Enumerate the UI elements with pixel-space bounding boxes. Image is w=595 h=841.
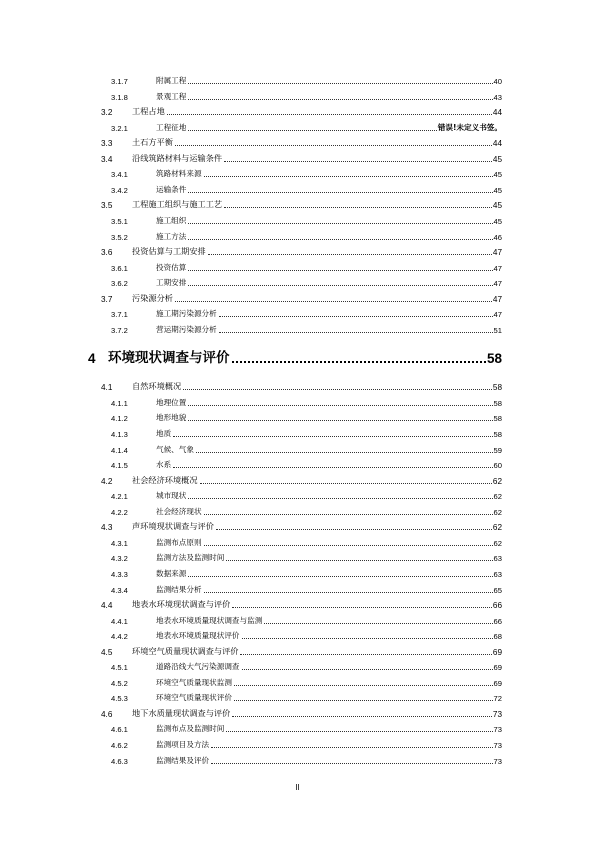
toc-entry-number: 4.3.4 <box>111 585 128 595</box>
dot-leader <box>173 435 492 437</box>
toc-entry-number: 4 <box>88 351 96 367</box>
toc-entry[interactable] <box>0 346 502 366</box>
toc-entry[interactable] <box>0 537 502 548</box>
toc-entry-title: 投资估算与工期安排 <box>132 246 206 257</box>
toc-entry-title: 工期安排 <box>156 278 187 288</box>
dot-leader <box>240 653 491 655</box>
toc-entry-number: 4.1.3 <box>111 430 128 439</box>
toc-entry-title: 地表水环境现状调查与评价 <box>132 599 231 610</box>
dot-leader <box>188 284 492 286</box>
toc-entry[interactable] <box>0 412 502 423</box>
toc-entry-number: 4.6.1 <box>111 725 128 735</box>
toc-entry-number: 4.4.1 <box>111 616 128 626</box>
toc-entry-page: 63 <box>493 554 502 564</box>
dot-leader <box>234 699 493 701</box>
toc-entry[interactable] <box>0 552 502 563</box>
toc-entry-number: 4.5 <box>101 647 113 657</box>
toc-entry-title: 监测项目及方法 <box>156 740 210 749</box>
toc-entry-page: 73 <box>492 709 502 719</box>
dot-leader <box>242 637 493 639</box>
toc-entry[interactable] <box>0 739 502 750</box>
toc-entry-title: 沿线筑路材料与运输条件 <box>132 152 223 163</box>
toc-entry-title: 监测结果及评价 <box>156 755 210 765</box>
toc-entry-number: 4.5.3 <box>111 694 128 704</box>
dot-leader <box>232 360 486 363</box>
dot-leader <box>188 222 492 224</box>
toc-entry-title: 环境空气质量现状评价 <box>156 693 232 703</box>
toc-entry[interactable] <box>0 153 502 164</box>
toc-entry-page: 40 <box>493 77 502 86</box>
toc-entry-title: 道路沿线大气污染源调查 <box>156 662 240 672</box>
dot-leader <box>188 575 492 577</box>
toc-entry-title: 施工期污染源分析 <box>156 309 217 319</box>
toc-entry[interactable] <box>0 262 502 273</box>
toc-entry-number: 4.1 <box>101 383 113 393</box>
toc-entry-number: 3.4.1 <box>111 170 128 180</box>
dot-leader <box>188 82 492 84</box>
toc-entry[interactable] <box>0 475 502 486</box>
toc-entry-title: 运输条件 <box>156 184 187 194</box>
dot-leader <box>242 668 493 670</box>
dot-leader <box>183 388 492 390</box>
dot-leader <box>188 238 492 240</box>
dot-leader <box>196 451 493 453</box>
toc-entry[interactable] <box>0 106 502 117</box>
toc-entry-title: 环境空气质量现状监测 <box>156 677 232 687</box>
dot-leader <box>173 466 492 468</box>
dot-leader <box>211 746 492 748</box>
toc-entry-page: 58 <box>492 383 502 393</box>
toc-entry-title: 社会经济现状 <box>156 506 202 516</box>
toc-entry-title: 工程征地 <box>156 122 187 132</box>
toc-entry[interactable] <box>0 459 502 470</box>
dot-leader <box>264 622 492 624</box>
dot-leader <box>188 191 492 193</box>
toc-entry-title: 社会经济环境概况 <box>132 474 198 485</box>
dot-leader <box>175 300 492 302</box>
toc-entry-number: 4.6 <box>101 709 113 719</box>
toc-entry-number: 4.2.2 <box>111 507 128 517</box>
dot-leader <box>188 497 492 499</box>
dot-leader <box>188 129 436 131</box>
dot-leader <box>219 331 493 333</box>
toc-entry-number: 3.6.1 <box>111 263 128 273</box>
toc-entry[interactable] <box>0 708 502 719</box>
toc-entry-number: 4.4.2 <box>111 632 128 642</box>
toc-entry-title: 自然环境概况 <box>132 381 182 392</box>
toc-entry[interactable] <box>0 324 502 335</box>
toc-entry[interactable] <box>0 490 502 501</box>
toc-entry-title: 景观工程 <box>156 91 187 101</box>
dot-leader <box>167 113 492 115</box>
toc-entry[interactable] <box>0 381 502 392</box>
dot-leader <box>188 404 492 406</box>
toc-entry-title: 气候、气象 <box>156 444 194 454</box>
toc-entry-title: 环境现状调查与评价 <box>108 350 230 367</box>
toc-entry-number: 4.1.5 <box>111 461 128 471</box>
toc-entry-page: 47 <box>493 263 502 273</box>
toc-entry-page: 66 <box>492 601 502 611</box>
toc-entry-number: 4.6.3 <box>111 756 128 766</box>
toc-entry-number: 3.1.7 <box>111 77 128 86</box>
toc-entry-page: 58 <box>493 414 502 424</box>
toc-entry-page: 51 <box>493 325 502 335</box>
toc-entry-number: 3.5 <box>101 201 113 211</box>
toc-entry[interactable] <box>0 615 502 626</box>
dot-leader <box>216 528 492 530</box>
toc-entry-number: 3.4 <box>101 154 113 164</box>
toc-entry-number: 4.4 <box>101 601 113 611</box>
toc-entry-number: 3.5.2 <box>111 232 128 242</box>
toc-entry-page: 47 <box>493 310 502 320</box>
toc-entry-number: 4.2 <box>101 476 113 486</box>
dot-leader <box>204 513 493 515</box>
toc-entry-number: 3.5.1 <box>111 216 128 226</box>
dot-leader <box>175 144 492 146</box>
toc-entry-page: 69 <box>493 678 502 688</box>
toc-entry-number: 3.3 <box>101 139 113 149</box>
toc-entry-page: 58 <box>486 351 502 367</box>
toc-entry[interactable] <box>0 661 502 672</box>
toc-entry[interactable] <box>0 199 502 210</box>
toc-entry-title: 水系 <box>156 460 172 470</box>
toc-entry-number: 3.4.2 <box>111 185 128 195</box>
dot-leader <box>204 591 493 593</box>
toc-entry-title: 监测方法及监测时间 <box>156 553 225 563</box>
toc-entry-title: 环境空气质量现状调查与评价 <box>132 645 239 656</box>
toc-entry[interactable] <box>0 231 502 242</box>
toc-entry-number: 3.2 <box>101 108 113 118</box>
dot-leader <box>226 559 492 561</box>
dot-leader <box>204 544 493 546</box>
toc-entry-page: 59 <box>493 445 502 455</box>
dot-leader <box>232 606 492 608</box>
toc-entry-title: 工程占地 <box>132 106 165 117</box>
toc-entry-page: 45 <box>493 216 502 226</box>
toc-entry-number: 4.1.1 <box>111 398 128 408</box>
toc-entry-number: 4.1.4 <box>111 445 128 455</box>
toc-entry-page: 69 <box>492 647 502 657</box>
toc-entry[interactable] <box>0 428 502 439</box>
toc-entry-title: 工程施工组织与施工工艺 <box>132 199 223 210</box>
toc-entry-page: 47 <box>493 279 502 289</box>
toc-entry[interactable] <box>0 184 502 195</box>
toc-entry-title: 施工方法 <box>156 231 187 241</box>
toc-entry-title: 地表水环境质量现状评价 <box>156 631 240 641</box>
toc-entry[interactable] <box>0 692 502 703</box>
toc-entry-page: 66 <box>493 616 502 626</box>
toc-entry[interactable] <box>0 584 502 595</box>
toc-entry-number: 3.1.8 <box>111 92 128 102</box>
toc-entry[interactable] <box>0 168 502 179</box>
toc-entry-number: 3.7 <box>101 294 113 304</box>
toc-entry-page: 73 <box>493 756 502 766</box>
toc-entry[interactable] <box>0 293 502 304</box>
dot-leader <box>224 206 492 208</box>
toc-entry-title: 地表水环境质量现状调查与监测 <box>156 615 263 625</box>
dot-leader <box>211 762 492 764</box>
toc-entry-page: 58 <box>493 430 502 439</box>
toc-entry[interactable] <box>0 444 502 455</box>
toc-entry-number: 4.5.2 <box>111 678 128 688</box>
toc-entry-number: 4.3.1 <box>111 538 128 548</box>
toc-entry-page: 73 <box>493 741 502 750</box>
toc-entry-title: 地理位置 <box>156 397 187 407</box>
toc-entry-number: 4.2.1 <box>111 492 128 502</box>
page-number: II <box>295 783 300 792</box>
toc-entry-number: 3.7.2 <box>111 325 128 335</box>
toc-entry-number: 4.1.2 <box>111 414 128 424</box>
toc-entry-page: 46 <box>493 232 502 242</box>
toc-entry[interactable] <box>0 308 502 319</box>
toc-entry-page: 44 <box>492 139 502 149</box>
dot-leader <box>232 715 492 717</box>
toc-entry[interactable] <box>0 755 502 766</box>
toc-entry-page: 47 <box>492 294 502 304</box>
dot-leader <box>219 315 493 317</box>
toc-entry-title: 污染源分析 <box>132 292 173 303</box>
dot-leader <box>188 419 492 421</box>
toc-entry-title: 数据来源 <box>156 568 187 578</box>
toc-entry[interactable] <box>0 75 502 86</box>
toc-entry-number: 3.6.2 <box>111 279 128 289</box>
toc-entry-page: 44 <box>492 108 502 118</box>
toc-entry-title: 监测结果分析 <box>156 584 202 594</box>
toc-entry-page: 62 <box>492 523 502 533</box>
toc-entry-page: 45 <box>492 201 502 211</box>
dot-leader <box>188 98 492 100</box>
toc-entry-title: 营运期污染源分析 <box>156 324 217 334</box>
dot-leader <box>224 160 492 162</box>
toc-entry-page: 63 <box>493 569 502 579</box>
toc-entry-page: 47 <box>492 248 502 258</box>
toc-entry-title: 投资估算 <box>156 262 187 272</box>
toc-entry[interactable] <box>0 506 502 517</box>
toc-entry-page: 62 <box>493 507 502 517</box>
toc-entry[interactable] <box>0 91 502 102</box>
toc-entry-number: 4.3 <box>101 523 113 533</box>
toc-entry-title: 土石方平衡 <box>132 137 173 148</box>
toc-entry-page: 62 <box>493 492 502 502</box>
dot-leader <box>204 175 493 177</box>
dot-leader <box>188 269 492 271</box>
toc-entry-title: 监测布点及监测时间 <box>156 724 225 734</box>
dot-leader <box>208 253 492 255</box>
toc-entry[interactable] <box>0 277 502 288</box>
toc-entry-page: 45 <box>493 170 502 180</box>
toc-entry[interactable] <box>0 677 502 688</box>
toc-entry[interactable] <box>0 568 502 579</box>
toc-entry-number: 3.7.1 <box>111 310 128 320</box>
toc-entry[interactable] <box>0 215 502 226</box>
toc-entry-title: 城市现状 <box>156 491 187 501</box>
dot-leader <box>200 482 492 484</box>
toc-entry-page: 69 <box>493 663 502 673</box>
toc-entry[interactable] <box>0 246 502 257</box>
toc-entry-number: 3.6 <box>101 248 113 258</box>
toc-entry-page: 43 <box>493 92 502 102</box>
toc-entry[interactable] <box>0 646 502 657</box>
toc-entry-page: 68 <box>493 632 502 642</box>
toc-entry-error-text: 错误!未定义书签。 <box>437 122 502 132</box>
toc-entry-page: 45 <box>493 185 502 195</box>
toc-entry-number: 4.6.2 <box>111 741 128 750</box>
toc-entry[interactable] <box>0 137 502 148</box>
toc-entry-number: 4.3.3 <box>111 569 128 579</box>
toc-entry[interactable] <box>0 630 502 641</box>
toc-entry[interactable] <box>0 521 502 532</box>
toc-entry-title: 地质 <box>156 429 172 438</box>
toc-entry-page: 65 <box>493 585 502 595</box>
toc-entry-page: 45 <box>492 154 502 164</box>
toc-entry-page: 60 <box>493 461 502 471</box>
toc-entry-page: 62 <box>493 538 502 548</box>
dot-leader <box>234 684 493 686</box>
toc-entry[interactable] <box>0 599 502 610</box>
toc-entry-page: 73 <box>493 725 502 735</box>
toc-entry-title: 附属工程 <box>156 76 187 85</box>
toc-entry-number: 4.3.2 <box>111 554 128 564</box>
toc-entry-page: 72 <box>493 694 502 704</box>
toc-entry-title: 筑路材料来源 <box>156 169 202 179</box>
toc-entry-title: 监测布点原则 <box>156 537 202 547</box>
toc-entry-number: 3.2.1 <box>111 123 128 133</box>
dot-leader <box>226 730 492 732</box>
toc-entry-number: 4.5.1 <box>111 663 128 673</box>
toc-entry-title: 地下水质量现状调查与评价 <box>132 707 231 718</box>
toc-entry[interactable] <box>0 122 502 133</box>
toc-entry-page: 58 <box>493 398 502 408</box>
toc-entry-title: 地形地貌 <box>156 413 187 423</box>
toc-entry[interactable] <box>0 397 502 408</box>
toc-entry[interactable] <box>0 723 502 734</box>
toc-entry-page: 62 <box>492 476 502 486</box>
toc-entry-title: 施工组织 <box>156 215 187 225</box>
toc-entry-title: 声环境现状调查与评价 <box>132 521 214 532</box>
